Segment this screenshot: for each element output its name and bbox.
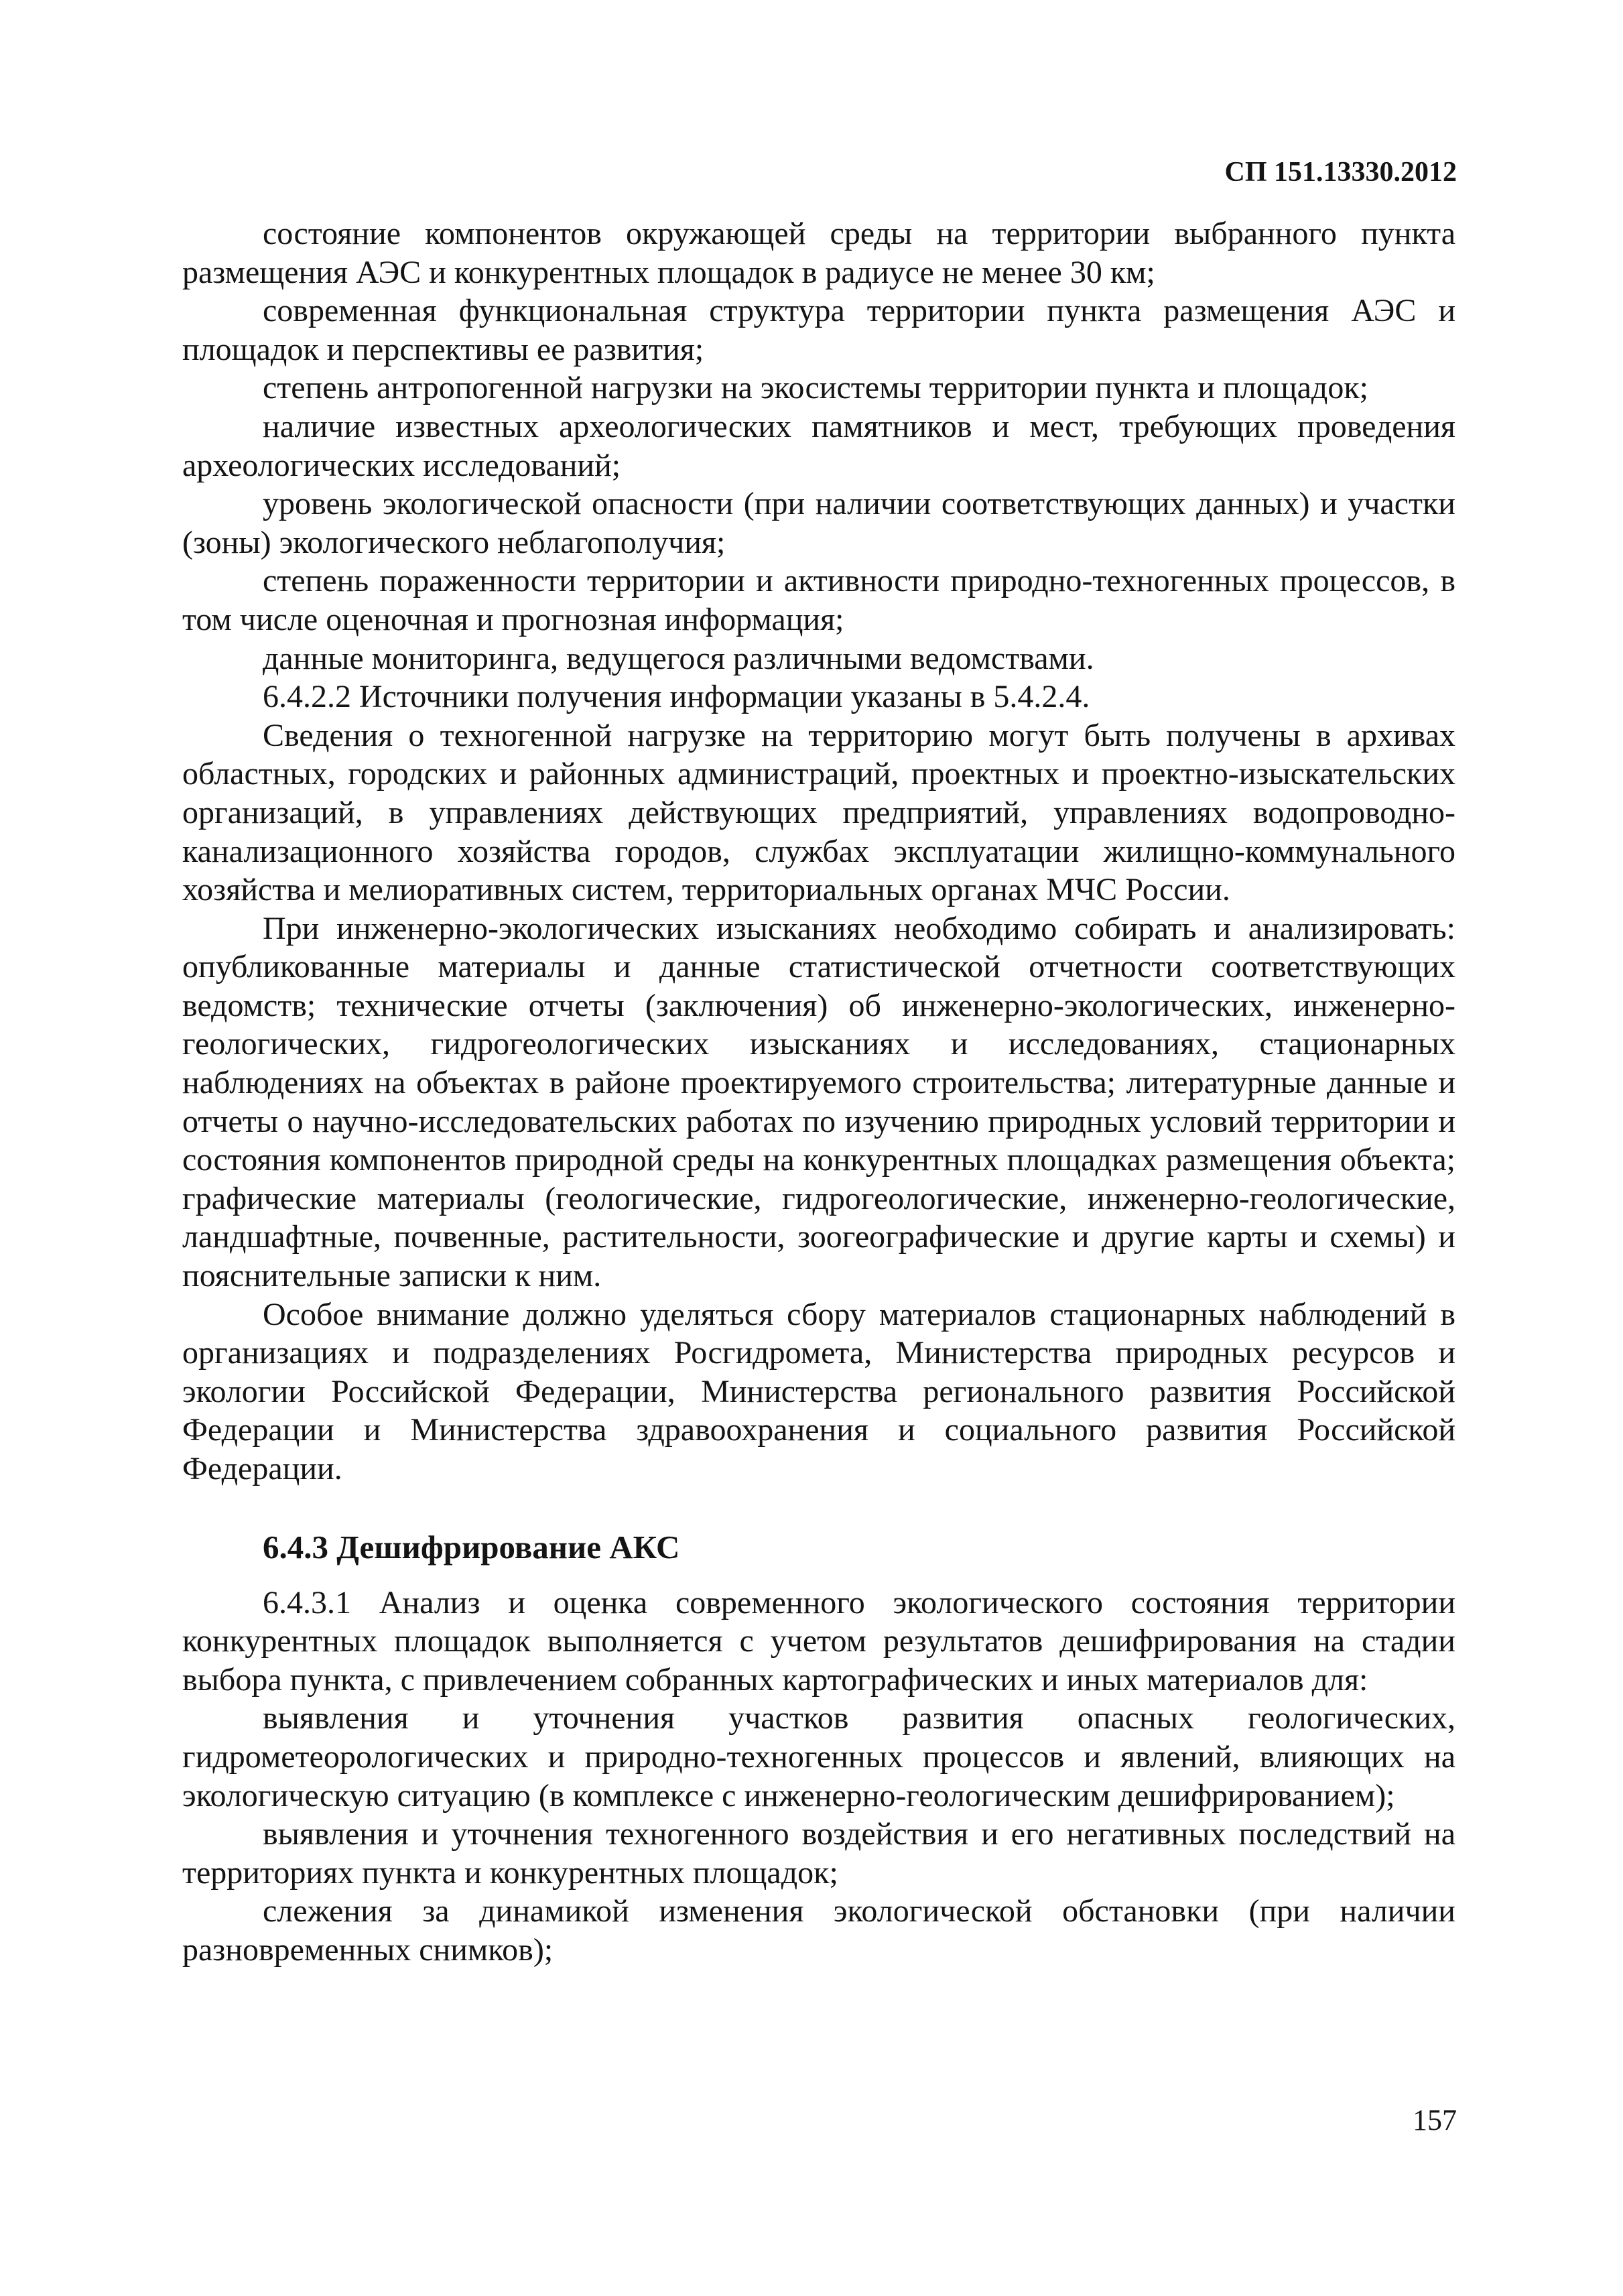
paragraph: уровень экологической опасности (при наличии соответствующих данных) и участки (зоны) экологического неблагополучия;: [182, 486, 1455, 560]
paragraph: степень антропогенной нагрузки на экосистемы территории пункта и площадок;: [263, 370, 1368, 406]
section-heading: 6.4.3 Дешифрирование АКС: [263, 1528, 680, 1566]
paragraph: Особое внимание должно уделяться сбору материалов стационарных наблюдений в организациях и подразделениях Росгидромета, Министерства природных ресурсов и экологии Российской Федерации, Министерства регионального развития Российской Федерации и Министерства здравоохранения и социального развития Российской Федерации.: [182, 1296, 1455, 1486]
paragraph: данные мониторинга, ведущегося различными ведомствами.: [263, 640, 1094, 676]
paragraph: 6.4.2.2 Источники получения информации указаны в 5.4.2.4.: [263, 679, 1090, 715]
paragraph: 6.4.3.1 Анализ и оценка современного экологического состояния территории конкурентных площадок выполняется с учетом результатов дешифрирования на стадии выбора пункта, с привлечением собранных картографических и иных материалов для:: [182, 1584, 1455, 1698]
paragraph: выявления и уточнения техногенного воздействия и его негативных последствий на территориях пункта и конкурентных площадок;: [182, 1816, 1455, 1891]
paragraph: выявления и уточнения участков развития опасных геологических, гидрометеорологических и природно-техногенных процессов и явлений, влияющих на экологическую ситуацию (в комплексе с инженерно-геологическим дешифрированием);: [182, 1700, 1455, 1813]
paragraph: степень пораженности территории и активности природно-техногенных процессов, в том числе оценочная и прогнозная информация;: [182, 563, 1455, 637]
page-number: 157: [1413, 2104, 1457, 2136]
paragraph: Сведения о техногенной нагрузке на территорию могут быть получены в архивах областных, городских и районных администраций, проектных и проектно-изыскательских организаций, в управлениях действующих предприятий, управлениях водопроводно-канализационного хозяйства городов, службах эксплуатации жилищно-коммунального хозяйства и мелиоративных систем, территориальных органах МЧС России.: [182, 717, 1455, 908]
paragraph: При инженерно-экологических изысканиях необходимо собирать и анализировать: опубликованные материалы и данные статистической отчетности соответствующих ведомств; технические отчеты (заключения) об инженерно-экологических, инженерно-геологических, гидрогеологических изысканиях и исследованиях, стационарных наблюдениях на объектах в районе проектируемого строительства; литературные данные и отчеты о научно-исследовательских работах по изучению природных условий территории и состояния компонентов природной среды на конкурентных площадках размещения объекта; графические материалы (геологические, гидрогеологические, инженерно-геологические, ландшафтные, почвенные, растительности, зоогеографические и другие карты и схемы) и пояснительные записки к ним.: [182, 910, 1455, 1294]
paragraph: слежения за динамикой изменения экологической обстановки (при наличии разновременных снимков);: [182, 1893, 1455, 1968]
document-code: СП 151.13330.2012: [1224, 157, 1457, 188]
paragraph: состояние компонентов окружающей среды на территории выбранного пункта размещения АЭС и конкурентных площадок в радиусе не менее 30 км;: [182, 216, 1455, 290]
page-body: [182, 214, 1455, 1970]
paragraph: наличие известных археологических памятников и мест, требующих проведения археологических исследований;: [182, 408, 1455, 483]
paragraph: современная функциональная структура территории пункта размещения АЭС и площадок и перспективы ее развития;: [182, 293, 1455, 367]
